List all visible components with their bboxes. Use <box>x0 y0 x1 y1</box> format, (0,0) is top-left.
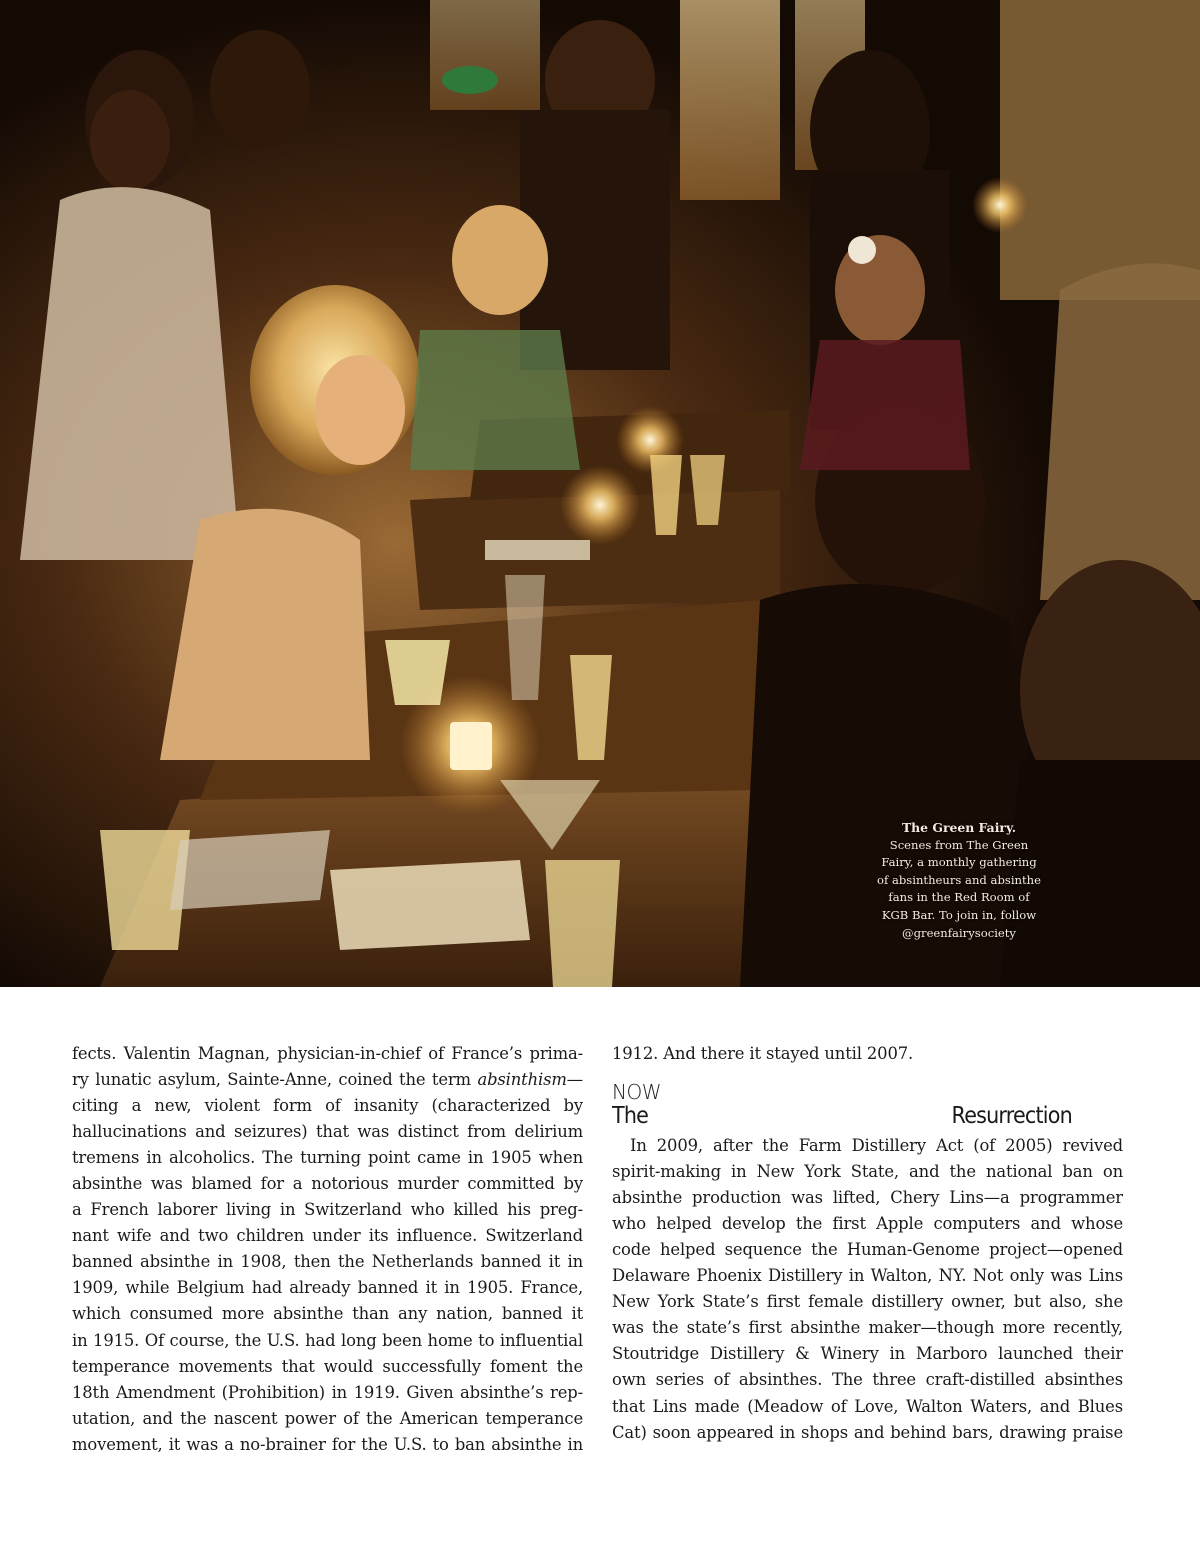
body-line: New York State’s first female distillery owner, but also, she <box>612 1292 1123 1312</box>
caption-line: of absintheurs and absinthe <box>877 872 1041 887</box>
section-kicker: NOW <box>612 1080 661 1105</box>
caption-title: The Green Fairy. <box>901 820 1017 835</box>
body-line: movement, it was a no-brainer for the U.S. to ban absinthe in <box>72 1434 583 1454</box>
section-heading: The Resurrection <box>612 1103 1072 1130</box>
caption-line: @greenfairysociety <box>902 925 1016 940</box>
body-line: spirit-making in New York State, and the national ban on <box>612 1162 1123 1182</box>
photo-caption <box>858 819 1060 942</box>
body-line: citing a new, violent form of insanity (characterized by <box>72 1096 583 1116</box>
body-line: Stoutridge Distillery & Winery in Marboro launched their <box>612 1344 1123 1364</box>
caption-line: KGB Bar. To join in, follow <box>881 907 1037 922</box>
body-line: a French laborer living in Switzerland who killed his preg- <box>72 1200 583 1220</box>
body-line: own series of absinthes. The three craft-distilled absinthes <box>612 1370 1123 1390</box>
body-line: was the state’s first absinthe maker—though more recently, <box>612 1318 1123 1338</box>
body-line: 18th Amendment (Prohibition) in 1919. Given absinthe’s rep- <box>72 1382 583 1402</box>
right-text-column <box>612 1041 1123 1446</box>
caption-line: Fairy, a monthly gathering <box>881 855 1037 870</box>
body-line: tremens in alcoholics. The turning point came in 1905 when <box>72 1148 583 1168</box>
body-line: banned absinthe in 1908, then the Netherlands banned it in <box>72 1252 583 1272</box>
body-line: that Lins made (Meadow of Love, Walton Waters, and Blues <box>612 1396 1123 1416</box>
body-line: which consumed more absinthe than any nation, banned it <box>72 1304 583 1324</box>
left-text-column <box>72 1041 583 1458</box>
body-line: Cat) soon appeared in shops and behind bars, drawing praise <box>612 1422 1123 1442</box>
body-line: absinthe production was lifted, Chery Lins—a programmer <box>612 1188 1123 1208</box>
body-line: fects. Valentin Magnan, physician-in-chief of France’s prima- <box>72 1044 583 1063</box>
body-line: 1909, while Belgium had already banned it in 1905. France, <box>72 1278 583 1298</box>
body-line: temperance movements that would successfully foment the <box>72 1356 583 1376</box>
caption-line: Scenes from The Green <box>889 837 1029 852</box>
emphasis-word: absinthism— <box>477 1070 583 1090</box>
section-header <box>612 1081 1123 1129</box>
body-line: nant wife and two children under its influence. Switzerland <box>72 1226 583 1246</box>
body-line: code helped sequence the Human-Genome project—opened <box>612 1240 1123 1260</box>
body-line: In 2009, after the Farm Distillery Act (of 2005) revived <box>630 1136 1123 1156</box>
body-line: who helped develop the first Apple computers and whose <box>612 1214 1123 1234</box>
body-line: utation, and the nascent power of the American temperance <box>72 1408 583 1428</box>
body-line: Delaware Phoenix Distillery in Walton, NY. Not only was Lins <box>612 1266 1123 1286</box>
caption-line: fans in the Red Room of <box>888 890 1030 905</box>
body-line: 1912. And there it stayed until 2007. <box>612 1044 914 1063</box>
body-line: hallucinations and seizures) that was distinct from delirium <box>72 1122 583 1142</box>
body-line-with-emphasis <box>72 1067 583 1093</box>
body-line: in 1915. Of course, the U.S. had long been home to influential <box>72 1330 583 1350</box>
body-line-text: ry lunatic asylum, Sainte-Anne, coined the term <box>72 1070 471 1090</box>
body-line: absinthe was blamed for a notorious murder committed by <box>72 1174 583 1194</box>
